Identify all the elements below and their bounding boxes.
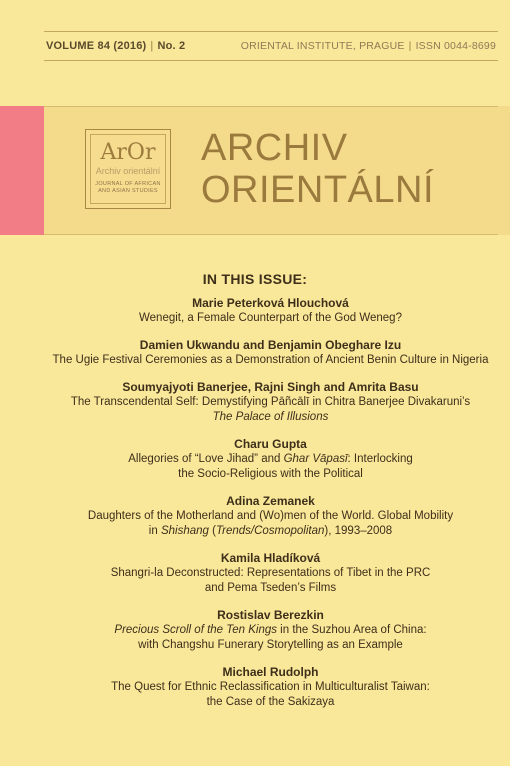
article-author: Adina Zemanek	[226, 494, 315, 508]
title-part-italic: Precious Scroll of the Ten Kings	[114, 624, 277, 636]
article-author: Rostislav Berezkin	[217, 608, 324, 622]
separator: |	[150, 40, 154, 52]
title-part: (	[208, 525, 216, 537]
article-title-italic: The Palace of Illusions	[212, 411, 329, 423]
cover-header	[0, 0, 510, 60]
journal-title-line: ARCHIV	[201, 127, 348, 169]
article-title: Shangri-la Deconstructed: Representations of Tibet in the PRC	[110, 567, 431, 579]
article-author: Kamila Hladíková	[220, 551, 321, 565]
accent-strip	[0, 106, 44, 235]
article-entry	[28, 665, 510, 710]
article-entry	[28, 338, 510, 368]
article-title-continued: with Changshu Funerary Storytelling as an Example	[138, 639, 403, 651]
article-title: Daughters of the Motherland and (Wo)men of the World. Global Mobility	[87, 510, 454, 522]
article-author: Marie Peterková Hlouchová	[192, 296, 349, 310]
article-entry	[28, 296, 510, 326]
publisher-name: ORIENTAL INSTITUTE, PRAGUE	[240, 40, 405, 52]
article-author: Damien Ukwandu and Benjamin Obeghare Izu	[139, 338, 402, 352]
article-title: The Transcendental Self: Demystifying Pāñcālī in Chitra Banerjee Divakaruni’s	[70, 396, 471, 408]
article-title: The Quest for Ethnic Reclassification in Multiculturalist Taiwan:	[111, 681, 430, 693]
article-list	[28, 296, 510, 722]
logo-tagline-line: JOURNAL OF AFRICAN	[95, 181, 161, 187]
band-rule-bottom	[44, 234, 498, 235]
volume-info	[46, 40, 185, 52]
title-part: in	[148, 525, 161, 537]
article-author: Charu Gupta	[234, 437, 307, 451]
journal-title-line: ORIENTÁLNÍ	[201, 169, 435, 211]
article-entry	[28, 380, 510, 425]
title-part-italic: Trends/Cosmopolitan	[215, 525, 325, 537]
title-part: : Interlocking	[347, 453, 413, 465]
title-part-italic: Ghar Vāpasī	[283, 453, 348, 465]
logo-tagline-line: AND ASIAN STUDIES	[98, 188, 158, 194]
issn: ISSN 0044-8699	[415, 40, 496, 52]
article-title-continued: the Case of the Sakizaya	[206, 696, 335, 708]
article-title-continued	[28, 410, 510, 425]
article-author: Michael Rudolph	[222, 665, 319, 679]
article-entry	[28, 494, 510, 539]
journal-logo	[85, 129, 171, 209]
article-title	[28, 452, 510, 467]
article-title: Wenegit, a Female Counterpart of the God Weneg?	[139, 312, 402, 324]
title-part: Allegories of “Love Jihad” and	[128, 453, 284, 465]
article-title-continued: the Socio-Religious with the Political	[178, 468, 363, 480]
top-rule-upper	[44, 31, 498, 32]
publisher-info	[241, 40, 496, 52]
logo-subtitle: Archiv orientální	[95, 166, 161, 176]
logo-tagline	[91, 181, 165, 195]
article-entry	[28, 437, 510, 482]
article-title: The Ugie Festival Ceremonies as a Demonstration of Ancient Benin Culture in Nigeria	[52, 354, 489, 366]
band-rule-top	[44, 106, 498, 107]
article-title-continued: and Pema Tseden’s Films	[204, 582, 337, 594]
separator: |	[408, 40, 412, 52]
journal-title	[201, 127, 434, 211]
issue-number: No. 2	[157, 40, 186, 52]
article-title	[28, 623, 510, 638]
title-part: ), 1993–2008	[324, 525, 393, 537]
article-title-continued	[28, 524, 510, 539]
title-part: in the Suzhou Area of China:	[276, 624, 427, 636]
article-entry	[28, 551, 510, 596]
top-rule-lower	[44, 60, 498, 61]
article-author: Soumyajyoti Banerjee, Rajni Singh and Amrita Basu	[122, 380, 419, 394]
volume-label: VOLUME 84 (2016)	[46, 40, 147, 52]
title-part-italic: Shishang	[160, 525, 209, 537]
logo-mark: ArOr	[100, 140, 156, 165]
article-entry	[28, 608, 510, 653]
issue-heading: IN THIS ISSUE:	[202, 271, 308, 287]
